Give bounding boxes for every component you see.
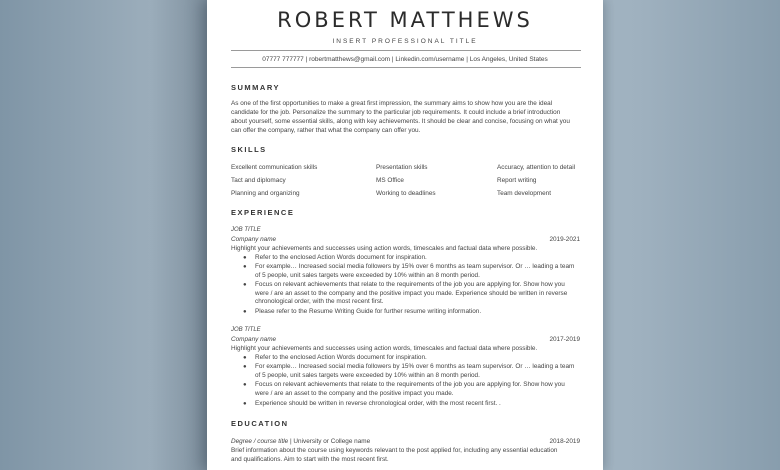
skill-item: MS Office — [376, 177, 404, 184]
job-intro: Highlight your achievements and successes using action words, timescales and factual data where possible. — [231, 345, 538, 352]
company-name: Company name — [231, 236, 277, 243]
skill-item: Planning and organizing — [231, 190, 300, 197]
job-dates: 2019-2021 — [549, 236, 580, 243]
skill-item: Working to deadlines — [376, 190, 436, 197]
job-title: JOB TITLE — [231, 327, 261, 333]
divider-bottom — [231, 67, 581, 68]
experience-heading: EXPERIENCE — [231, 208, 295, 217]
job-title: JOB TITLE — [231, 227, 261, 233]
education-heading: EDUCATION — [231, 419, 289, 428]
job-bullet: ● Experience should be written in reverse chronological order, with the most recent first. . — [243, 400, 501, 407]
job-bullet: ● For example… Increased social media followers by 15% over 6 months as team supervisor. Or … leading a team of 5 people, unit sales targets were exceeded by 10% within an 8 month period. — [243, 363, 575, 379]
job-bullet: ● Refer to the enclosed Action Words document for inspiration. — [243, 354, 427, 361]
skills-heading: SKILLS — [231, 145, 267, 154]
company-name: Company name — [231, 336, 277, 343]
summary-line: candidate for the job. Personalize the summary to the particular job requirements. It could include a brief introduction — [231, 109, 561, 116]
job-bullet: ● Please refer to the Resume Writing Guide for further resume writing information. — [243, 308, 482, 315]
resume-name: ROBERT MATTHEWS — [277, 8, 533, 32]
job-dates: 2017-2019 — [549, 336, 580, 343]
page-shadow — [150, 0, 210, 470]
education-dates: 2018-2019 — [549, 438, 580, 445]
job-bullet: ● Focus on relevant achievements that relate to the requirements of the job you are applying for. Show how you were / are an asset to the company and the positive impact you made. — [243, 381, 565, 397]
job-intro: Highlight your achievements and successes using action words, timescales and factual data where possible. — [231, 245, 538, 252]
skill-item: Excellent communication skills — [231, 164, 318, 171]
resume-page — [207, 0, 603, 470]
divider-top — [231, 50, 581, 51]
summary-line: about yourself, some essential skills, along with key achievements. It should be clear and concise, focusing on what you — [231, 118, 570, 125]
contact-line: 07777 777777 | robertmatthews@gmail.com | Linkedin.com/username | Los Angeles, United States — [262, 56, 548, 63]
education-desc: and qualifications. Aim to start with the most recent first. — [231, 456, 389, 463]
job-bullet: ● Focus on relevant achievements that relate to the requirements of the job you are applying for. Show how you were / are an asset to the company and the positive impact you made. Experience should be written in reverse chronological order, with the most recent first. — [243, 281, 568, 306]
job-bullet: ● For example… Increased social media followers by 15% over 6 months as team supervisor. Or … leading a team of 5 people, unit sales targets were exceeded by 10% within an 8 month period. — [243, 263, 575, 279]
summary-line: As one of the first opportunities to make a great first impression, the summary aims to show how you are the ideal — [231, 100, 553, 107]
education-title: Degree / course title | University or College name — [231, 438, 371, 445]
skill-item: Team development — [497, 190, 551, 197]
skill-item: Presentation skills — [376, 164, 428, 171]
professional-title: INSERT PROFESSIONAL TITLE — [332, 38, 478, 45]
skill-item: Report writing — [497, 177, 537, 184]
job-bullet: ● Refer to the enclosed Action Words document for inspiration. — [243, 254, 427, 261]
summary-heading: SUMMARY — [231, 83, 280, 92]
skill-item: Accuracy, attention to detail — [497, 164, 576, 171]
skill-item: Tact and diplomacy — [231, 177, 286, 184]
education-desc: Brief information about the course using keywords relevant to the post applied for, including any essential education — [231, 447, 558, 454]
summary-line: can offer the company, rather that what the company can offer you. — [231, 127, 421, 134]
